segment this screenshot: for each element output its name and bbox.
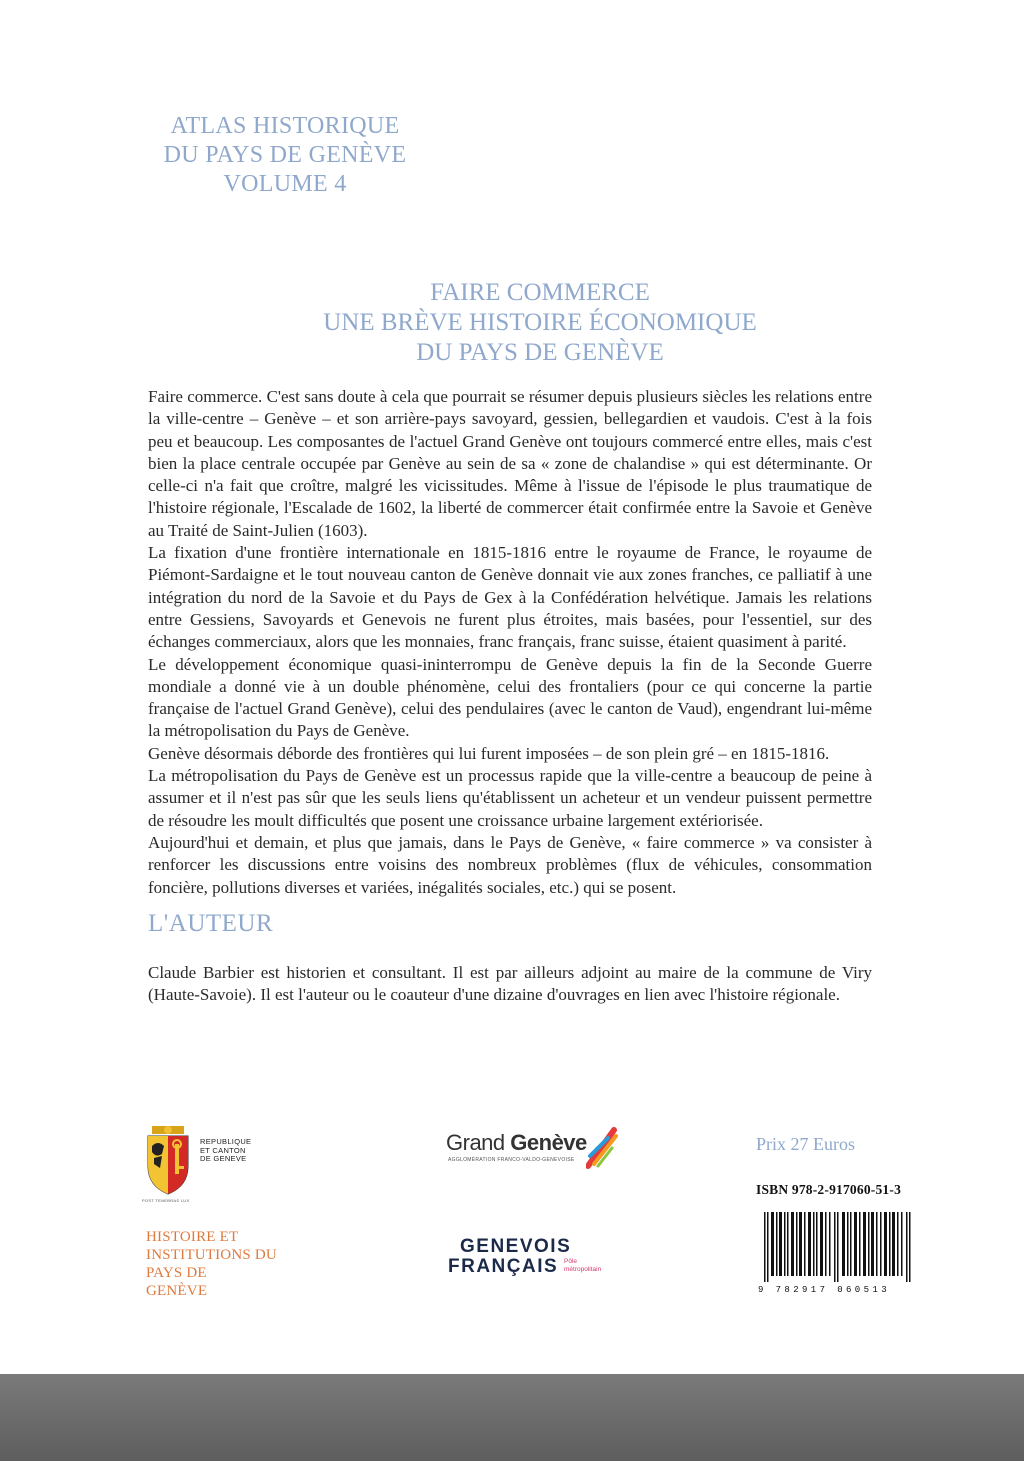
scan-bottom-border bbox=[0, 1374, 1024, 1461]
barcode-digits: 9 782917 060513 bbox=[758, 1285, 891, 1295]
author-heading: L'AUTEUR bbox=[148, 910, 274, 937]
grand-geneve-swoosh-icon bbox=[586, 1126, 620, 1170]
series-line-3: VOLUME 4 bbox=[223, 171, 347, 197]
motto-text: POST TENEBRAS LUX bbox=[142, 1198, 190, 1203]
grand-geneve-subtitle: AGGLOMÉRATION FRANCO-VALDO-GENEVOISE bbox=[448, 1157, 575, 1163]
price: Prix 27 Euros bbox=[756, 1134, 855, 1154]
isbn-barcode bbox=[758, 1212, 918, 1296]
grand-geneve-logo bbox=[446, 1130, 626, 1178]
blurb-paragraph-1: Faire commerce. C'est sans doute à cela que pourrait se résumer depuis plusieurs siècles les relations entre la ville-centre – Genève – et son arrière-pays savoyard, gessien, bellegardien et vaudois. C'est à la fois peu et beaucoup. Les composantes de l'actuel Grand Genève ont toujours commercé entre elles, mais c'est bien la place centrale occupée par Genève au sein de sa « zone de chalandise » qui est déterminante. Or celle-ci n'a fait que croître, malgré les vicissitudes. Même à l'issue de l'épisode le plus traumatique de l'histoire régionale, l'Escalade de 1602, la liberté de commercer était confirmée entre la Savoie et Genève au Traité de Saint-Julien (1603). bbox=[148, 387, 872, 540]
blurb-paragraph-3: Le développement économique quasi-ininterrompu de Genève depuis la fin de la Seconde Guerre mondiale a donné vie à un double phénomène, celui des frontaliers (pour ce qui concerne la partie française de l'actuel Grand Genève), celui des pendulaires (avec le canton de Vaud), engendrant lui-même la métropolisation du Pays de Genève. bbox=[148, 654, 872, 741]
republique-text: REPUBLIQUE ET CANTON DE GENEVE bbox=[200, 1137, 252, 1163]
collection-name: HISTOIRE ET INSTITUTIONS DU PAYS DE GENÈVE bbox=[146, 1229, 277, 1299]
book-title-line-2: UNE BRÈVE HISTOIRE ÉCONOMIQUE bbox=[323, 309, 757, 336]
coat-of-arms-icon bbox=[142, 1124, 194, 1196]
blurb-paragraph-6: Aujourd'hui et demain, et plus que jamais, dans le Pays de Genève, « faire commerce » va consister à renforcer les discussions entre voisins des nombreux problèmes (flux de véhicules, consommation foncière, pollutions diverses et variées, inégalités sociales, etc.) qui se posent. bbox=[148, 832, 872, 897]
grand-geneve-part2: Genève bbox=[510, 1130, 587, 1155]
series-title bbox=[120, 112, 450, 199]
gf-subtitle: Pôle métropolitain bbox=[564, 1258, 602, 1273]
book-title-line-3: DU PAYS DE GENÈVE bbox=[416, 339, 664, 366]
genevois-francais-logo bbox=[448, 1236, 628, 1286]
blurb bbox=[148, 386, 872, 899]
blurb-paragraph-5: La métropolisation du Pays de Genève est un processus rapide que la ville-centre a beaucoup de peine à assumer et il n'est pas sûr que les seuls liens qu'établissent un acheteur et un vendeur puissent permettre de résoudre les moult difficultés que posent une croissance urbaine largement extériorisée. bbox=[148, 766, 872, 830]
book-title bbox=[230, 278, 850, 368]
author-bio: Claude Barbier est historien et consultant. Il est par ailleurs adjoint au maire de la commune de Viry (Haute-Savoie). Il est l'auteur ou le coauteur d'une dizaine d'ouvrages en lien avec l'histoire régionale. bbox=[148, 963, 872, 1005]
republique-geneve-logo bbox=[142, 1124, 272, 1204]
gf-line-2: FRANÇAIS bbox=[448, 1256, 559, 1277]
barcode-icon bbox=[758, 1212, 918, 1284]
series-line-2: DU PAYS DE GENÈVE bbox=[163, 142, 407, 168]
book-title-line-1: FAIRE COMMERCE bbox=[430, 279, 650, 306]
gf-line-1: GENEVOIS bbox=[460, 1236, 572, 1257]
blurb-paragraph-4: Genève désormais déborde des frontières qui lui furent imposées – de son plein gré – en 1815-1816. bbox=[148, 743, 830, 763]
series-line-1: ATLAS HISTORIQUE bbox=[170, 113, 400, 139]
blurb-paragraph-2: La fixation d'une frontière internationale en 1815-1816 entre le royaume de France, le royaume de Piémont-Sardaigne et le tout nouveau canton de Genève donnait vie aux zones franches, ce palliatif à une intégration du nord de la Savoie et du Pays de Gex à la Confédération helvétique. Jamais les relations entre Gessiens, Savoyards et Genevois ne furent plus étroites, mais basées, pour l'essentiel, sur des échanges commerciaux, alors que les monnaies, franc français, franc suisse, étaient quasiment à parité. bbox=[148, 543, 872, 652]
isbn: ISBN 978-2-917060-51-3 bbox=[756, 1182, 902, 1197]
grand-geneve-part1: Grand bbox=[446, 1130, 505, 1155]
